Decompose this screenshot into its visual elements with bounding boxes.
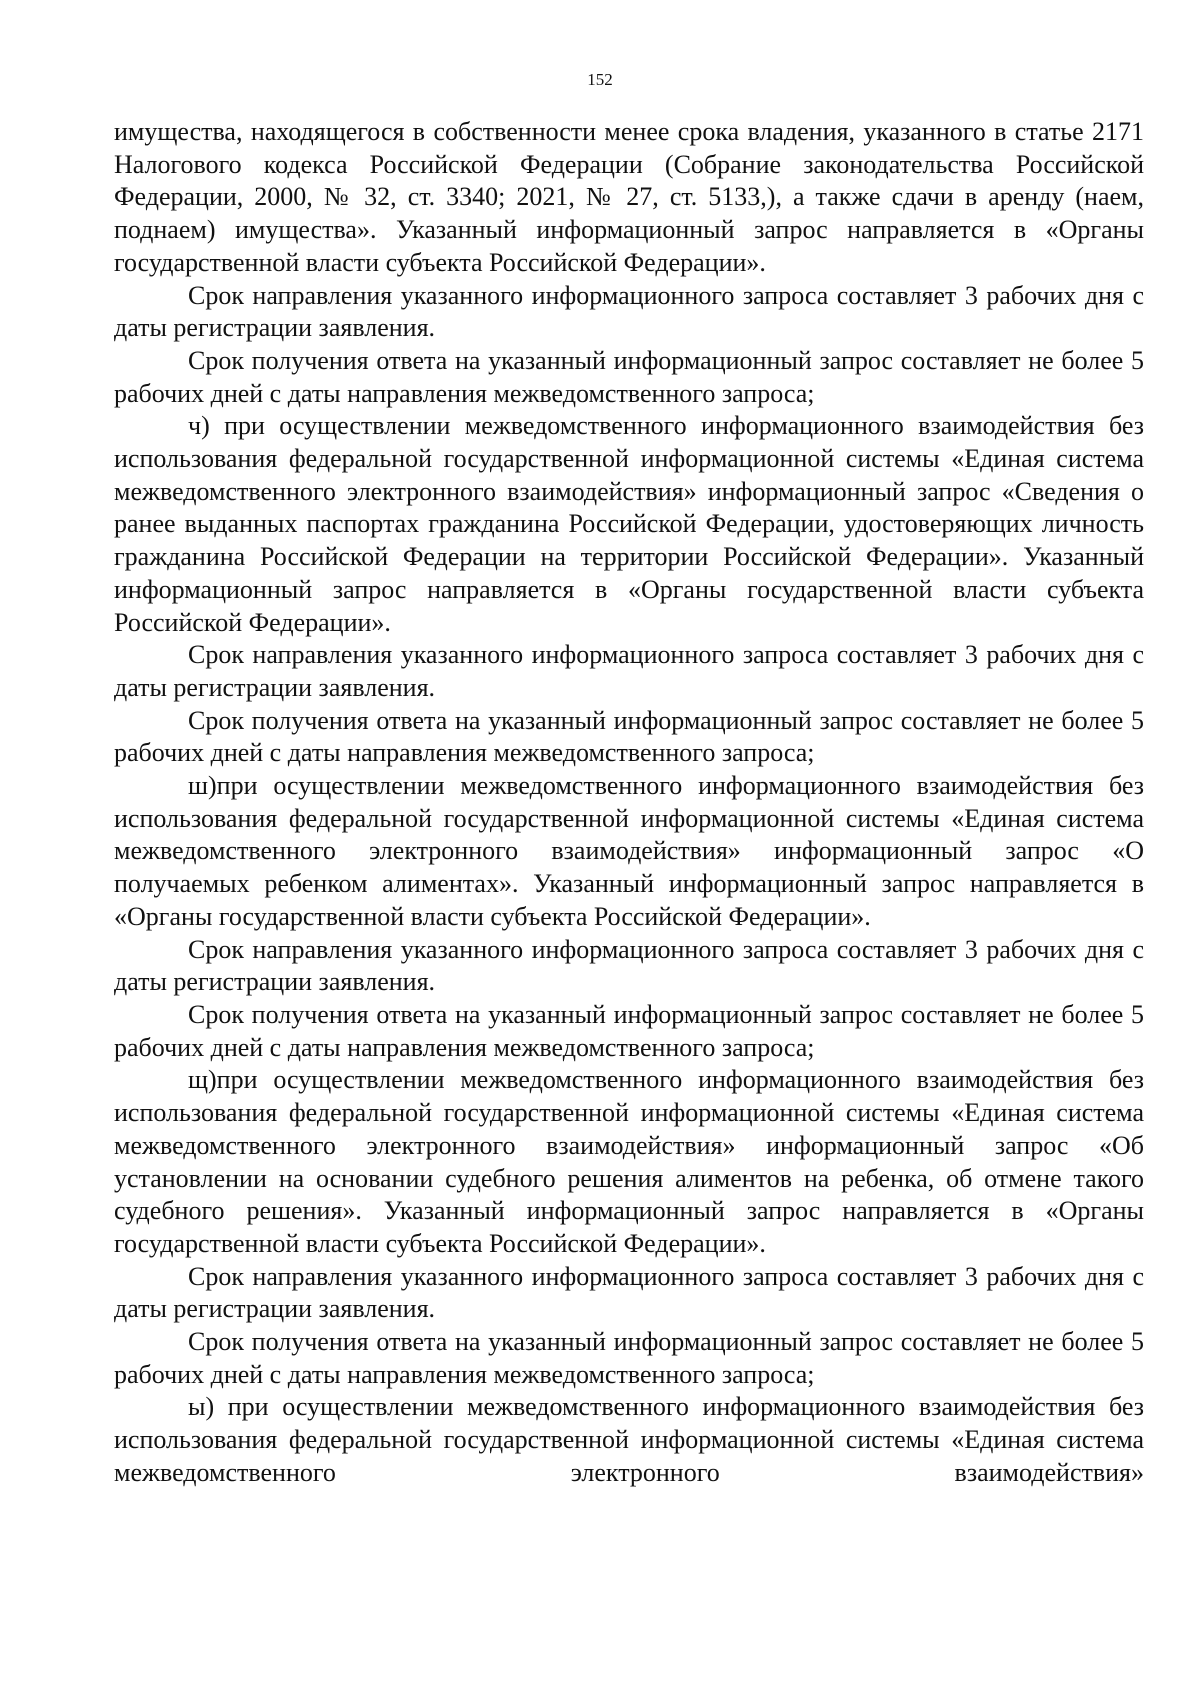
paragraph-item-shch: щ)при осуществлении межведомственного информационного взаимодействия без использования федеральной государственной информационной системы «Единая система межведомственного электронного взаимодействия» информационный запрос «Об установлении на основании судебного решения алиментов на ребенка, об отмене такого судебного решения». Указанный информационный запрос направляется в «Органы государственной власти субъекта Российской Федерации». [114,1065,1144,1258]
paragraph-send-deadline: Срок направления указанного информационного запроса составляет 3 рабочих дня с даты регистрации заявления. [114,1261,1144,1324]
document-body [114,116,1144,1490]
paragraph-item-y: ы) при осуществлении межведомственного информационного взаимодействия без использования федеральной государственной информационной системы «Единая система межведомственного электронного взаимодействия» [114,1392,1144,1487]
paragraph-send-deadline: Срок направления указанного информационного запроса составляет 3 рабочих дня с даты регистрации заявления. [114,934,1144,997]
paragraph-response-deadline: Срок получения ответа на указанный информационный запрос составляет не более 5 рабочих дней с даты направления межведомственного запроса; [114,999,1144,1062]
paragraph-response-deadline: Срок получения ответа на указанный информационный запрос составляет не более 5 рабочих дней с даты направления межведомственного запроса; [114,705,1144,768]
paragraph-response-deadline: Срок получения ответа на указанный информационный запрос составляет не более 5 рабочих дней с даты направления межведомственного запроса; [114,1327,1144,1389]
paragraph-item-sh: ш)при осуществлении межведомственного информационного взаимодействия без использования федеральной государственной информационной системы «Единая система межведомственного электронного взаимодействия» информационный запрос «О получаемых ребенком алиментах». Указанный информационный запрос направляется в «Органы государственной власти субъекта Российской Федерации». [114,771,1144,931]
paragraph-response-deadline: Срок получения ответа на указанный информационный запрос составляет не более 5 рабочих дней с даты направления межведомственного запроса; [114,345,1144,408]
paragraph-send-deadline: Срок направления указанного информационного запроса составляет 3 рабочих дня с даты регистрации заявления. [114,640,1144,702]
page-number: 152 [587,70,613,89]
paragraph-continuation: имущества, находящегося в собственности менее срока владения, указанного в статье 2171 Налогового кодекса Российской Федерации (Собрание законодательства Российской Федерации, 2000, № 32, ст. 3340; 2021, № 27, ст. 5133,), а также сдачи в аренду (наем, поднаем) имущества». Указанный информационный запрос направляется в «Органы государственной власти субъекта Российской Федерации». [114,117,1144,277]
paragraph-item-ch: ч) при осуществлении межведомственного информационного взаимодействия без использования федеральной государственной информационной системы «Единая система межведомственного электронного взаимодействия» информационный запрос «Сведения о ранее выданных паспортах гражданина Российской Федерации, удостоверяющих личность гражданина Российской Федерации на территории Российской Федерации». Указанный информационный запрос направляется в «Органы государственной власти субъекта Российской Федерации». [114,411,1144,637]
paragraph-send-deadline: Срок направления указанного информационного запроса составляет 3 рабочих дня с даты регистрации заявления. [114,280,1144,343]
